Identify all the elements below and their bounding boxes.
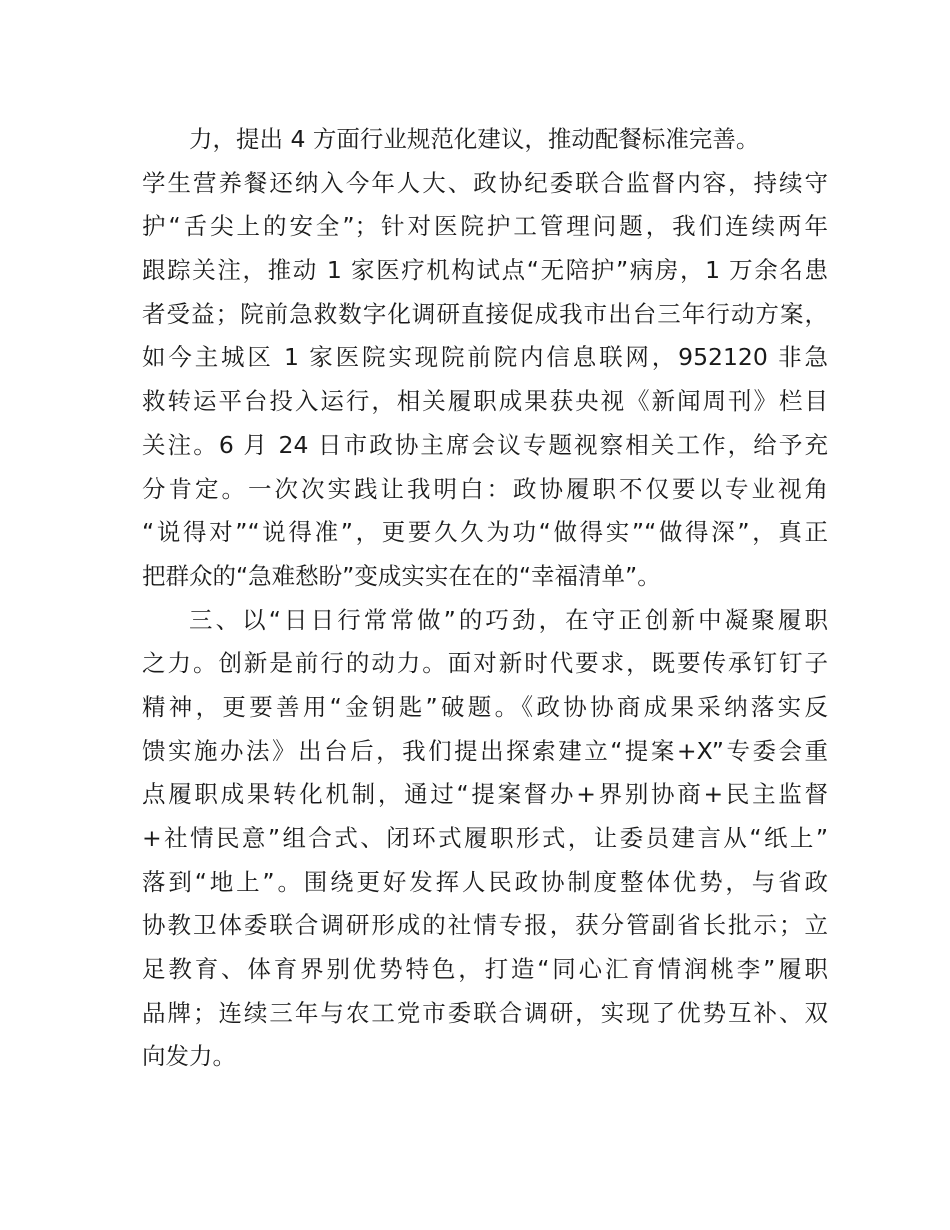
paragraph-2-line-7: 落到“地上”。围绕更好发挥人民政协制度整体优势，与省政 [142, 867, 828, 896]
paragraph-2-line-10: 品牌；连续三年与农工党市委联合调研，实现了优势互补、双 [142, 998, 828, 1027]
paragraph-2 [142, 599, 828, 1080]
paragraph-1-line-8: 关注。6 月 24 日市政协主席会议专题视察相关工作，给予充 [142, 430, 828, 459]
paragraph-2-line-3: 精神，更要善用“金钥匙”破题。《政协协商成果采纳落实反 [142, 692, 828, 721]
paragraph-1-line-1: 力，提出 4 方面行业规范化建议，推动配餐标准完善。 [189, 125, 760, 153]
paragraph-2-line-11: 向发力。 [142, 1042, 236, 1071]
paragraph-2-line-6: +社情民意”组合式、闭环式履职形式，让委员建言从“纸上” [142, 824, 828, 852]
paragraph-1-line-3: 护“舌尖上的安全”；针对医院护工管理问题，我们连续两年 [142, 212, 828, 241]
paragraph-2-line-1: 三、以“日日行常常做”的巧劲，在守正创新中凝聚履职 [189, 605, 828, 634]
paragraph-1-line-5: 者受益；院前急救数字化调研直接促成我市出台三年行动方案， [142, 299, 828, 328]
paragraph-1-line-10: “说得对”“说得准”，更要久久为功“做得实”“做得深”，真正 [142, 518, 828, 547]
paragraph-1-line-9: 分肯定。一次次实践让我明白：政协履职不仅要以专业视角 [142, 474, 828, 503]
paragraph-1-line-11: 把群众的“急难愁盼”变成实实在在的“幸福清单”。 [142, 561, 661, 590]
paragraph-2-line-9: 足教育、体育界别优势特色，打造“同心汇育情润桃李”履职 [142, 955, 828, 984]
paragraph-2-line-2: 之力。创新是前行的动力。面对新时代要求，既要传承钉钉子 [142, 649, 828, 678]
paragraph-1-line-2: 学生营养餐还纳入今年人大、政协纪委联合监督内容，持续守 [142, 168, 828, 197]
paragraph-1-line-4: 跟踪关注，推动 1 家医疗机构试点“无陪护”病房，1 万余名患 [142, 256, 828, 285]
paragraph-1-line-6: 如今主城区 1 家医院实现院前院内信息联网，952120 非急 [142, 343, 828, 372]
document-page [142, 118, 828, 1079]
paragraph-1-line-7: 救转运平台投入运行，相关履职成果获央视《新闻周刊》栏目 [142, 387, 828, 416]
paragraph-1 [142, 118, 828, 599]
paragraph-2-line-5: 点履职成果转化机制，通过“提案督办+界别协商+民主监督 [142, 780, 828, 809]
paragraph-2-line-8: 协教卫体委联合调研形成的社情专报，获分管副省长批示；立 [142, 911, 828, 940]
paragraph-2-line-4: 馈实施办法》出台后，我们提出探索建立“提案+X”专委会重 [142, 736, 828, 765]
